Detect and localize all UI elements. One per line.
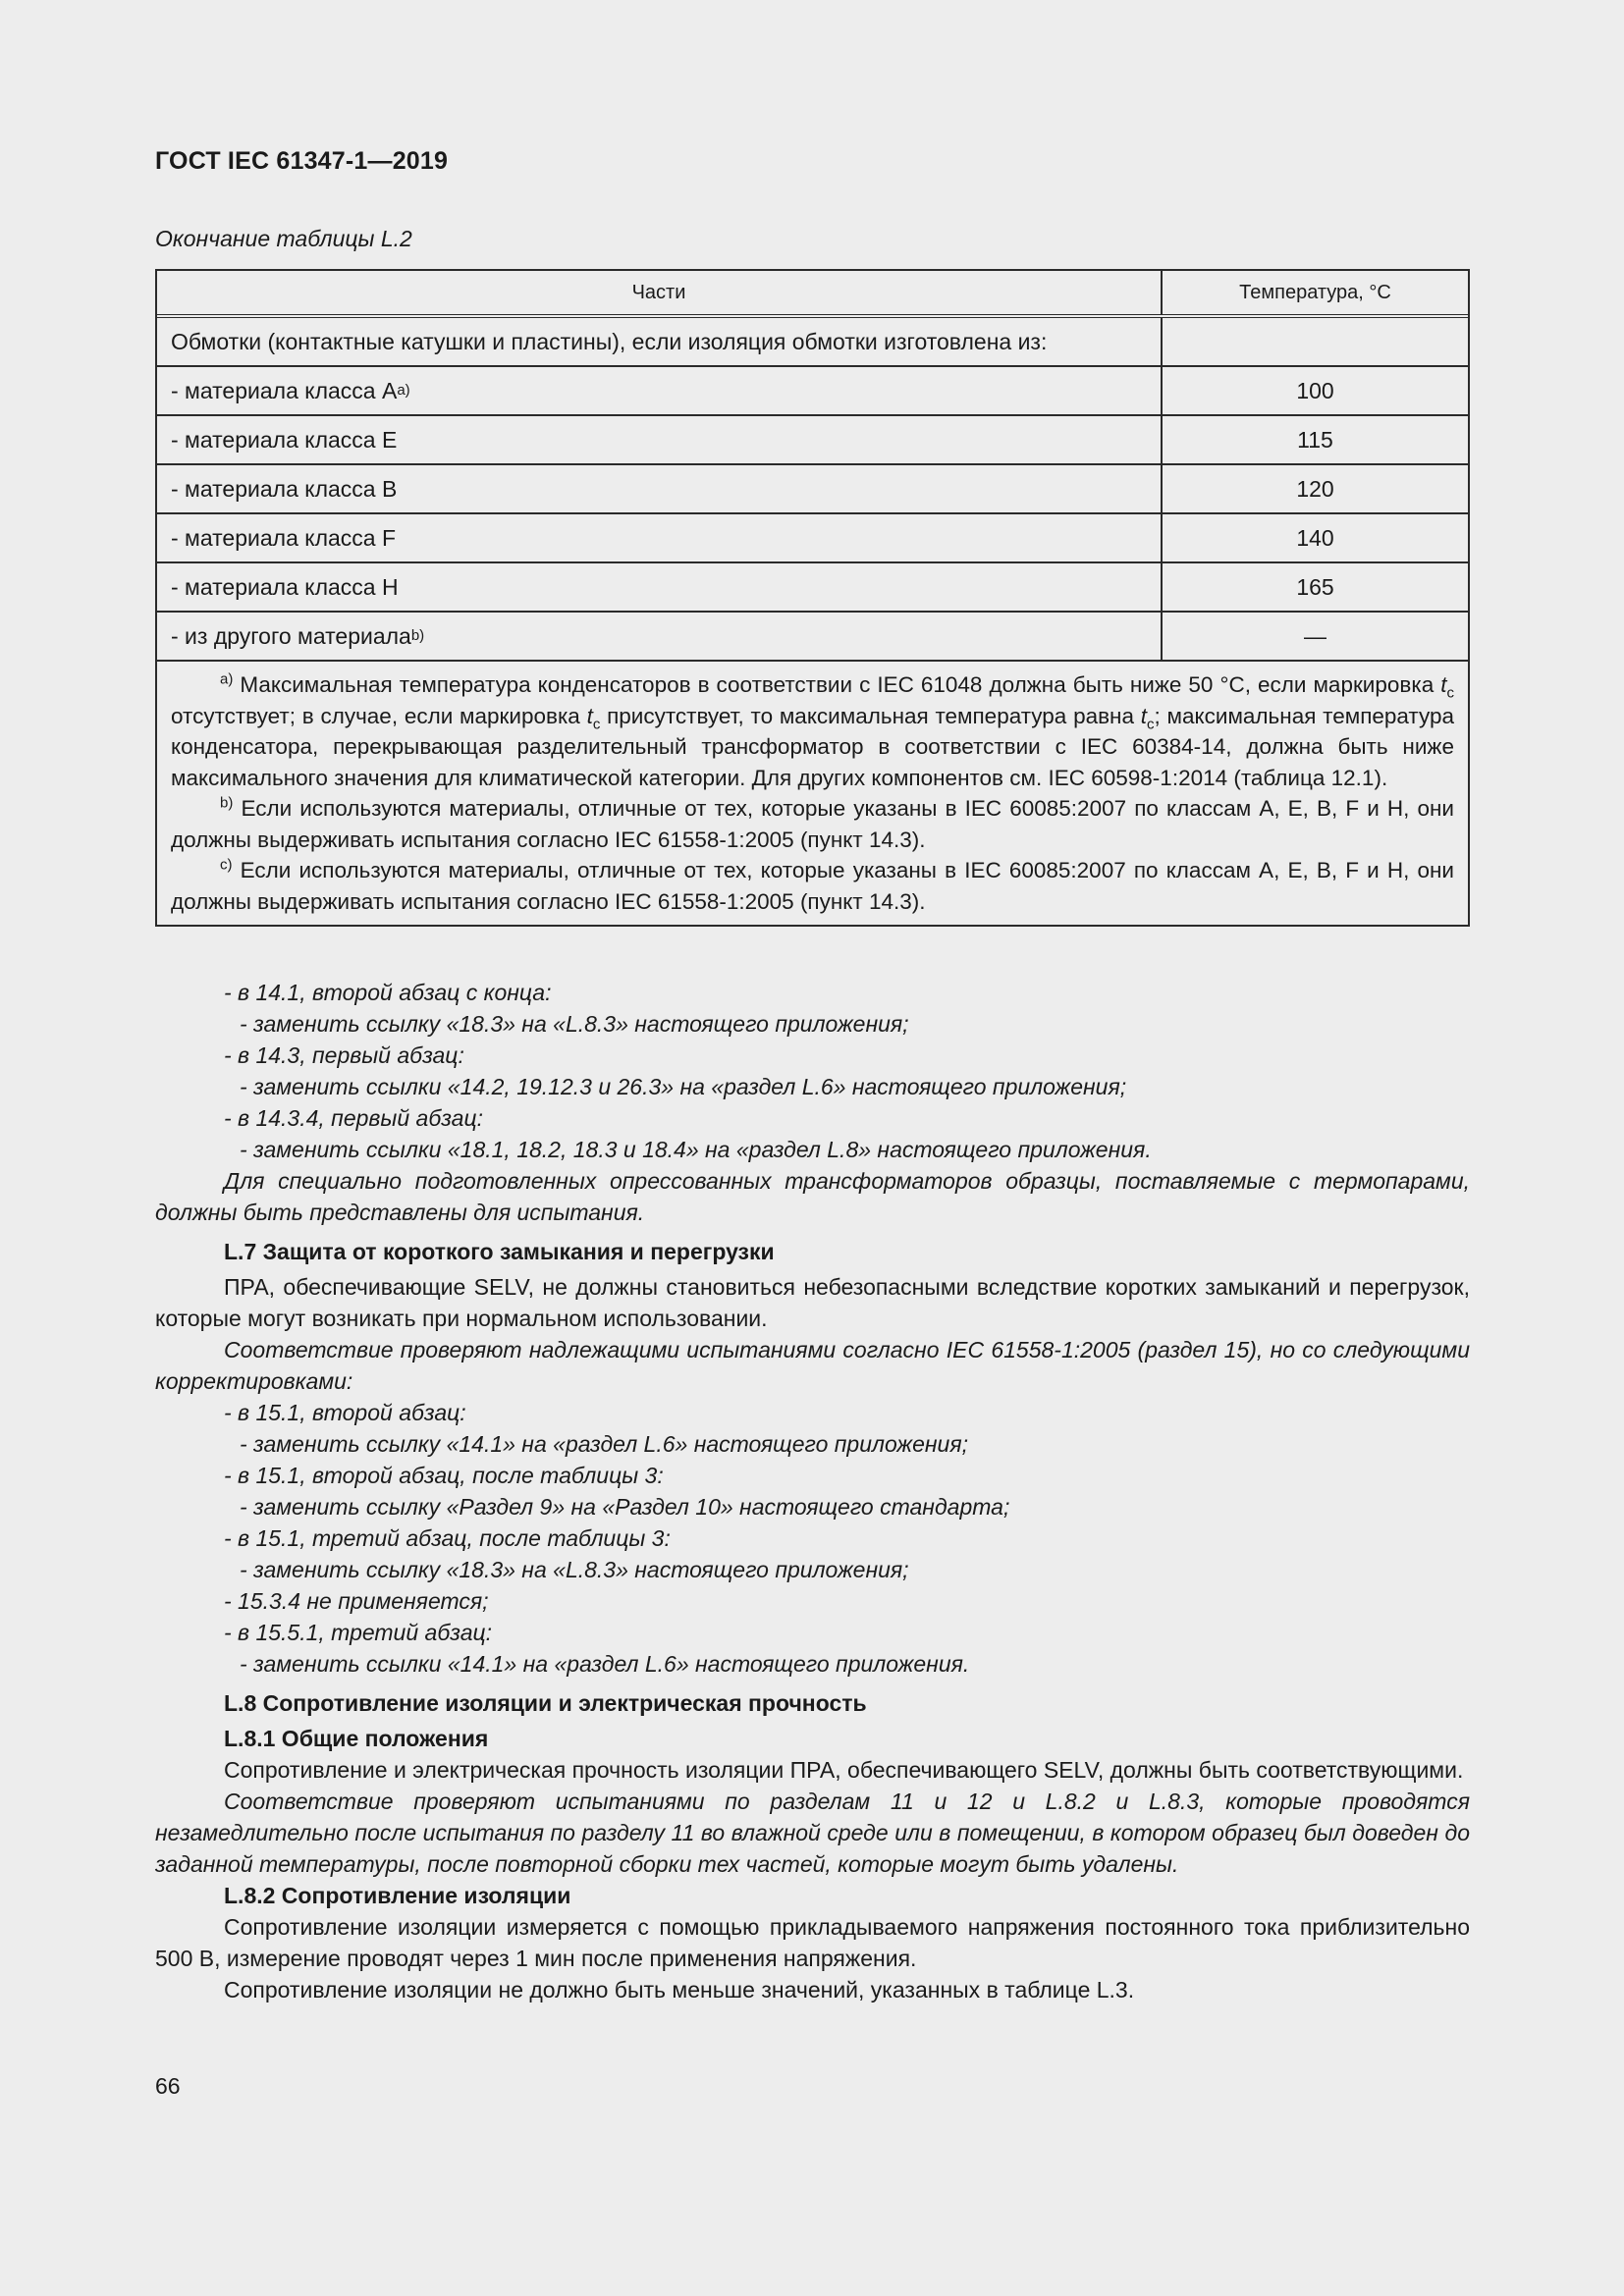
page-number: 66 xyxy=(155,2073,181,2099)
table-row xyxy=(157,318,1468,367)
footnote-b: $^{b)}$ Если используются материалы, отличные от тех, которые указаны в IEC 60085:2007 по классам А, Е, В, F и Н, они должны выдерживать испытания согласно IEC 61558-1:2005 (пункт 14.3). xyxy=(171,794,1454,852)
row-part-cell: - материала класса F xyxy=(157,514,1163,561)
list-item: - в 15.1, второй абзац: xyxy=(224,1400,466,1425)
row-part-cell: Обмотки (контактные катушки и пластины), если изоляция обмотки изготовлена из: xyxy=(157,318,1163,365)
temperature-table xyxy=(155,269,1470,927)
row-temp-cell: 140 xyxy=(1296,524,1334,551)
list-item: - в 15.1, второй абзац, после таблицы 3: xyxy=(224,1463,664,1488)
row-part-cell: - материала класса Е xyxy=(157,416,1163,463)
row-temp-cell: — xyxy=(1304,622,1326,649)
list-item: - заменить ссылку «18.3» на «L.8.3» настоящего приложения; xyxy=(240,1011,909,1037)
list-item: - в 15.1, третий абзац, после таблицы 3: xyxy=(224,1525,671,1551)
body-text xyxy=(155,977,1470,2005)
row-temp-cell: 120 xyxy=(1296,475,1334,502)
row-part-cell: - материала класса В xyxy=(157,465,1163,512)
row-part-cell: - из другого материала b) xyxy=(157,613,1163,660)
column-header-temperature: Температура, °С xyxy=(1239,281,1391,303)
list-item: - 15.3.4 не применяется; xyxy=(224,1588,489,1614)
table-row xyxy=(157,613,1468,662)
paragraph: Соответствие проверяют надлежащими испытаниями согласно IEC 61558-1:2005 (раздел 15), но со следующими корректировками: xyxy=(155,1337,1470,1394)
list-item: - заменить ссылки «18.1, 18.2, 18.3 и 18.4» на «раздел L.8» настоящего приложения. xyxy=(240,1137,1152,1162)
table-header-row xyxy=(157,271,1468,318)
section-heading-l7: L.7 Защита от короткого замыкания и перегрузки xyxy=(224,1239,775,1264)
column-header-parts: Части xyxy=(157,271,1163,314)
table-row xyxy=(157,563,1468,613)
footnote-c: $^{c)}$ Если используются материалы, отличные от тех, которые указаны в IEC 60085:2007 по классам А, Е, В, F и Н, они должны выдерживать испытания согласно IEC 61558-1:2005 (пункт 14.3). xyxy=(171,856,1454,914)
list-item: - заменить ссылку «18.3» на «L.8.3» настоящего приложения; xyxy=(240,1557,909,1582)
table-row xyxy=(157,367,1468,416)
list-item: - заменить ссылку «Раздел 9» на «Раздел 10» настоящего стандарта; xyxy=(240,1494,1010,1520)
list-item: - заменить ссылки «14.1» на «раздел L.6» настоящего приложения. xyxy=(240,1651,970,1677)
paragraph: Сопротивление и электрическая прочность изоляции ПРА, обеспечивающего SELV, должны быть соответствующими. xyxy=(224,1757,1464,1783)
row-temp-cell: 100 xyxy=(1296,377,1334,403)
row-temp-cell: 115 xyxy=(1297,426,1333,453)
row-part-cell: - материала класса А a) xyxy=(157,367,1163,414)
footnote-a: $^{a)}$ Максимальная температура конденсаторов в соответствии с IEC 61048 должна быть ниже 50 °С, если маркировка $t_c$ отсутствует; в случае, если маркировка $t_c$ присутствует, то максимальная температура равна $t_c$; максимальная температура конденсатора, перекрывающая разделительный трансформатор в соответствии с IEC 60384-14, должна быть ниже максимального значения для климатической категории. Для других компонентов см. IEC 60598-1:2014 (таблица 12.1). xyxy=(171,670,1455,790)
paragraph: ПРА, обеспечивающие SELV, не должны становиться небезопасными вследствие коротких замыканий и перегрузок, которые могут возникать при нормальном использовании. xyxy=(155,1274,1470,1331)
list-item: - заменить ссылки «14.2, 19.12.3 и 26.3» на «раздел L.6» настоящего приложения; xyxy=(240,1074,1127,1099)
paragraph: Для специально подготовленных опрессованных трансформаторов образцы, поставляемые с термопарами, должны быть представлены для испытания. xyxy=(155,1168,1470,1225)
list-item: - в 15.5.1, третий абзац: xyxy=(224,1620,493,1645)
document-title: ГОСТ IEC 61347-1—2019 xyxy=(155,147,449,175)
list-item: - в 14.1, второй абзац с конца: xyxy=(224,980,552,1005)
row-temp-cell: 165 xyxy=(1296,573,1334,600)
section-heading-l81: L.8.1 Общие положения xyxy=(224,1726,489,1751)
paragraph: Сопротивление изоляции измеряется с помощью прикладываемого напряжения постоянного тока приблизительно 500 В, измерение проводят через 1 мин после применения напряжения. xyxy=(155,1914,1470,1971)
table-footnotes xyxy=(157,662,1468,925)
table-row xyxy=(157,465,1468,514)
section-heading-l82: L.8.2 Сопротивление изоляции xyxy=(224,1883,571,1908)
list-item: - в 14.3.4, первый абзац: xyxy=(224,1105,484,1131)
table-caption: Окончание таблицы L.2 xyxy=(155,226,412,251)
row-part-cell: - материала класса Н xyxy=(157,563,1163,611)
section-heading-l8: L.8 Сопротивление изоляции и электрическая прочность xyxy=(224,1690,867,1716)
paragraph: Соответствие проверяют испытаниями по разделам 11 и 12 и L.8.2 и L.8.3, которые проводятся незамедлительно после испытания по разделу 11 во влажной среде или в помещении, в котором образец был доведен до заданной температуры, после повторной сборки тех частей, которые могут быть удалены. xyxy=(155,1789,1470,1877)
table-row xyxy=(157,514,1468,563)
row-temp-cell xyxy=(1163,318,1468,365)
paragraph: Сопротивление изоляции не должно быть меньше значений, указанных в таблице L.3. xyxy=(224,1977,1135,2002)
list-item: - заменить ссылку «14.1» на «раздел L.6» настоящего приложения; xyxy=(240,1431,968,1457)
list-item: - в 14.3, первый абзац: xyxy=(224,1042,464,1068)
table-row xyxy=(157,416,1468,465)
